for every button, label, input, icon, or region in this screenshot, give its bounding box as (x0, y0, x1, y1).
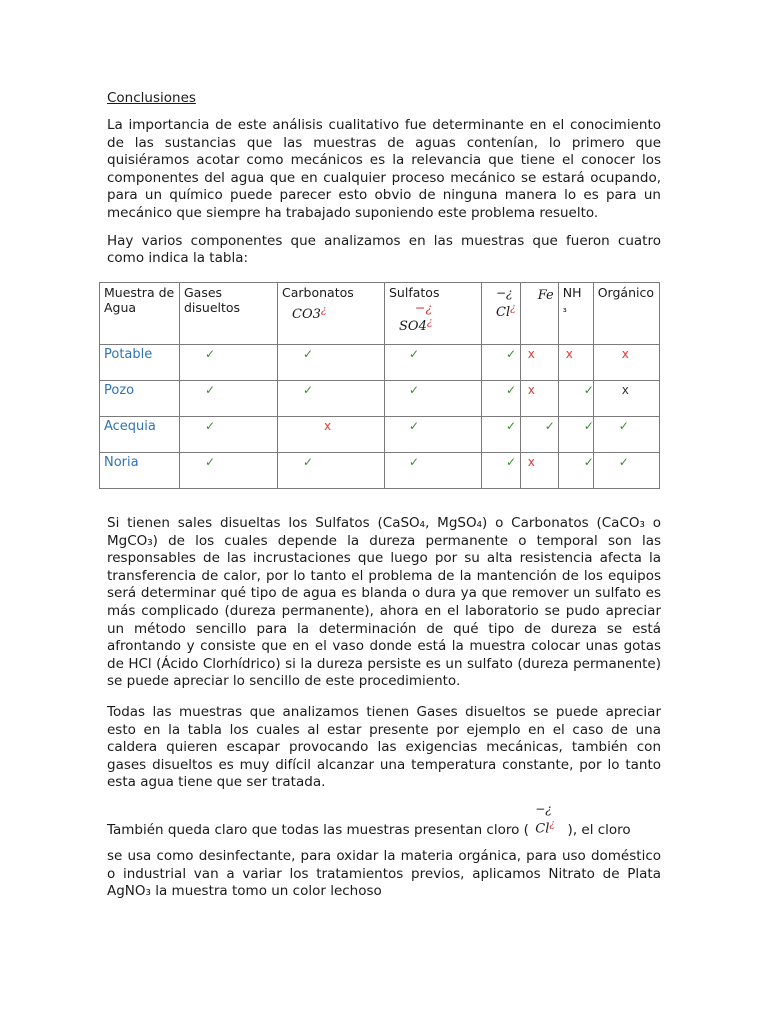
table-row-acequia (100, 417, 660, 453)
cell-ammonia: ✓ (558, 453, 593, 489)
cell-carbonatos: ✓ (278, 381, 385, 417)
paragraph-silver-nitrate: se usa como desinfectante, para oxidar la materia orgánica, para uso doméstico o industrial van a variar los tratamientos previos, aplicamos Nitrato de Plata AgNO₃ la muestra tomo un color lechoso (107, 848, 661, 900)
header-muestra: Muestra de Agua (100, 283, 180, 345)
cell-sulfatos: ✓ (385, 417, 482, 453)
cell-gases: ✓ (180, 345, 278, 381)
sample-name: Noria (100, 453, 180, 489)
results-table-wrapper (99, 282, 660, 489)
cell-iron: x (520, 453, 558, 489)
cell-organico: ✓ (593, 453, 659, 489)
header-chloride: −¿ Cl¿ (482, 283, 521, 345)
cell-organico: ✓ (593, 417, 659, 453)
cell-iron: x (520, 381, 558, 417)
cell-carbonatos: ✓ (278, 453, 385, 489)
cell-gases: ✓ (180, 381, 278, 417)
cell-chloride: ✓ (482, 417, 521, 453)
table-row-pozo (100, 381, 660, 417)
document-page (107, 88, 661, 278)
paragraph-hardness: Si tienen sales disueltas los Sulfatos (CaSO₄, MgSO₄) o Carbonatos (CaCO₃ o MgCO₃) de los cuales depende la dureza permanente o temporal son las responsables de las incrustaciones que luego por su alta resistencia afecta la transferencia de calor, por lo tanto el problema de la mantención de los equipos será determinar qué tipo de agua es blanda o dura ya que remover un sulfato es más complicado (dureza permanente), ahora en el laboratorio se pudo apreciar un método sencillo para la determinación de qué tipo de dureza se está afrontando y consiste que en el vaso donde está la muestra colocar unas gotas de HCl (Ácido Clorhídrico) si la dureza persiste es un sulfato (dureza permanente) se puede apreciar lo sencillo de este procedimiento. (107, 515, 661, 690)
paragraph-dissolved-gases: Todas las muestras que analizamos tienen Gases disueltos se puede apreciar esto en la tabla los cuales al estar presente por ejemplo en el caso de una caldera quieren escapar provocando las exigencias mecánicas, también con gases disueltos es muy difícil alcanzar una temperatura constante, por lo tanto esta agua tiene que ser tratada. (107, 704, 661, 791)
cell-organico: x (593, 381, 659, 417)
cell-sulfatos: ✓ (385, 381, 482, 417)
table-row-potable (100, 345, 660, 381)
cell-chloride: ✓ (482, 381, 521, 417)
table-header-row (100, 283, 660, 345)
cell-chloride: ✓ (482, 345, 521, 381)
sulfate-formula: SO4¿ (399, 316, 433, 335)
paragraph-components: Hay varios componentes que analizamos en las muestras que fueron cuatro como indica la tabla: (107, 232, 661, 267)
cell-gases: ✓ (180, 417, 278, 453)
cell-sulfatos: ✓ (385, 453, 482, 489)
results-table (99, 282, 660, 489)
paragraph-chlorine: También queda claro que todas las muestras presentan cloro ( −¿ Cl¿ ), el cloro (107, 802, 631, 838)
header-carbonatos: Carbonatos CO3¿ (278, 283, 385, 345)
cell-ammonia: x (558, 345, 593, 381)
cell-iron: ✓ (520, 417, 558, 453)
cell-iron: x (520, 345, 558, 381)
cell-ammonia: ✓ (558, 381, 593, 417)
carbonate-formula: CO3¿ (292, 304, 327, 323)
sample-name: Potable (100, 345, 180, 381)
header-sulfatos: Sulfatos −¿ SO4¿ (385, 283, 482, 345)
conclusions-heading: Conclusiones (107, 90, 196, 106)
paragraph-importance: La importancia de este análisis cualitativo fue determinante en el conocimiento de las sustancias que las muestras de aguas contenían, lo primero que quisiéramos acotar como mecánicos es la relevancia que tiene el conocer los componentes del agua que en cualquier proceso mecánico se estará ocupando, para un químico puede parecer esto obvio de ninguna manera lo es para un mecánico que siempre ha trabajado suponiendo este problema resuelto. (107, 117, 661, 221)
sample-name: Acequia (100, 417, 180, 453)
header-ammonia: NH ₃ (558, 283, 593, 345)
sample-name: Pozo (100, 381, 180, 417)
cell-carbonatos: x (278, 417, 385, 453)
cell-ammonia: ✓ (558, 417, 593, 453)
cell-gases: ✓ (180, 453, 278, 489)
header-gases: Gases disueltos (180, 283, 278, 345)
cell-organico: x (593, 345, 659, 381)
chloride-inline-formula: −¿ Cl¿ (535, 802, 555, 837)
cell-chloride: ✓ (482, 453, 521, 489)
header-iron: Fe (520, 283, 558, 345)
header-organico: Orgánico (593, 283, 659, 345)
cell-carbonatos: ✓ (278, 345, 385, 381)
table-row-noria (100, 453, 660, 489)
cell-sulfatos: ✓ (385, 345, 482, 381)
